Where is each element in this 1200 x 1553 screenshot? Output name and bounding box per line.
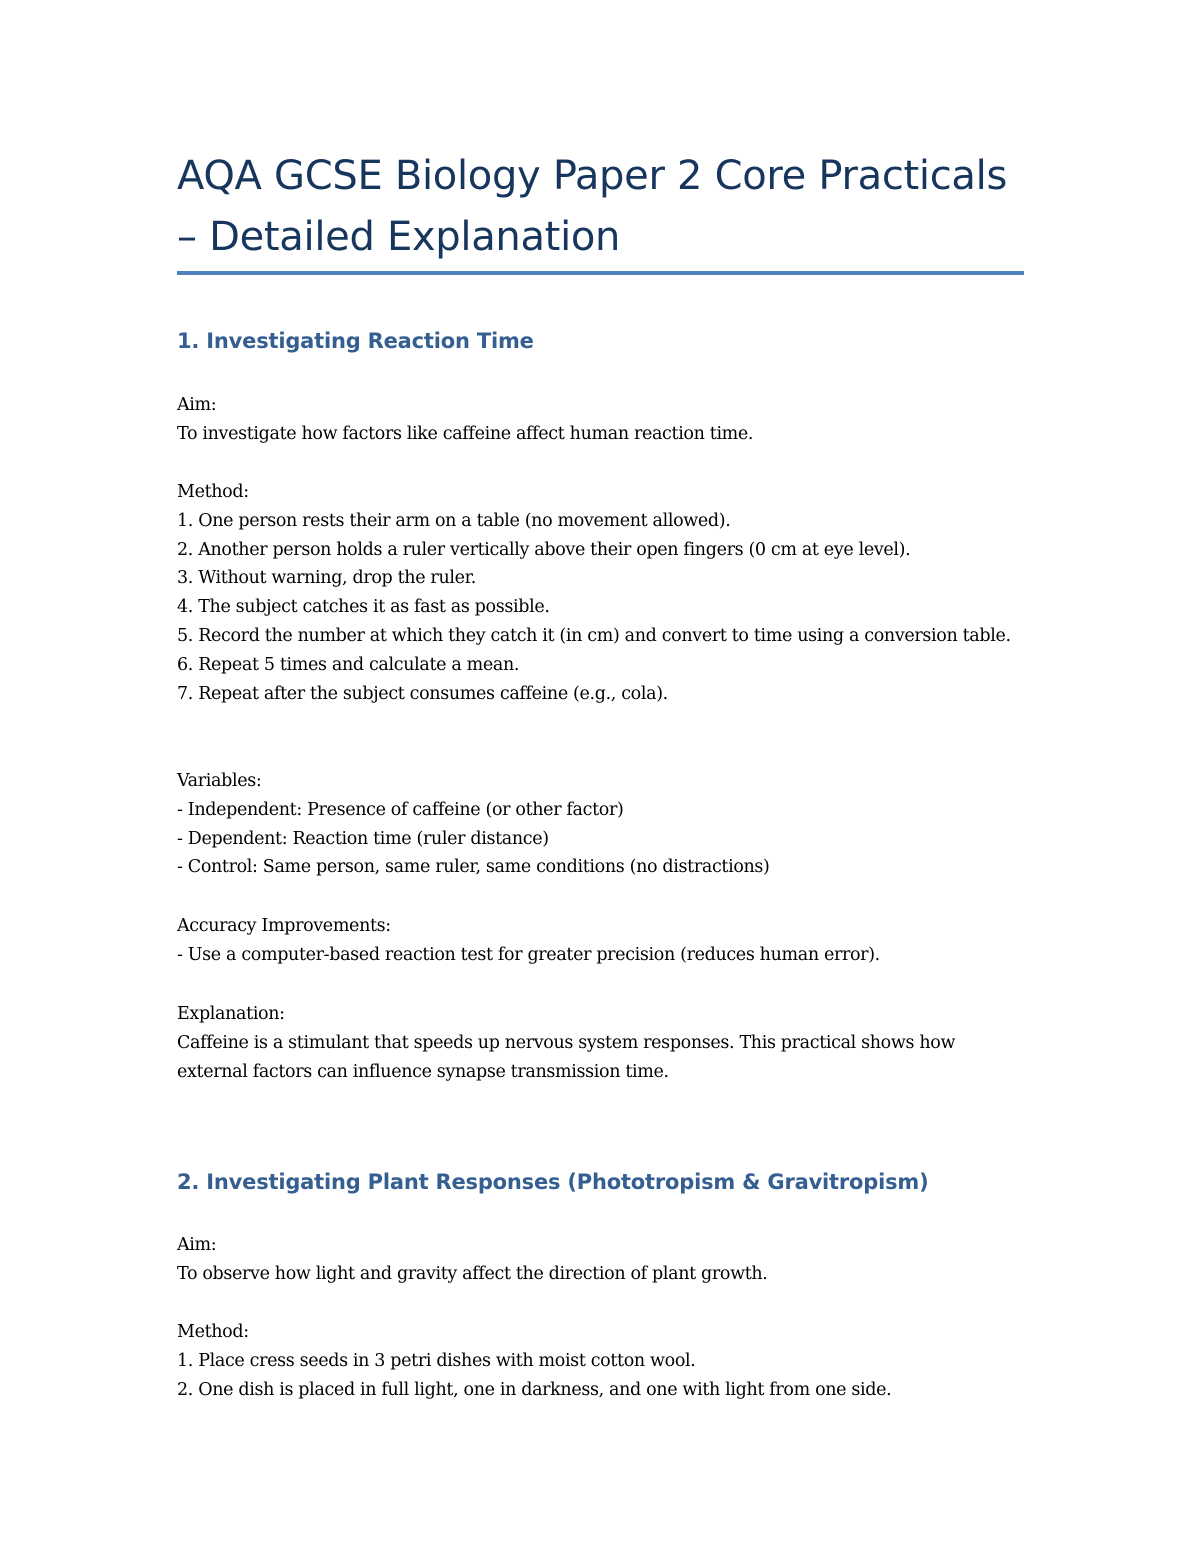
variable-item: - Control: Same person, same ruler, same conditions (no distractions) (177, 857, 770, 878)
method-label: Method: (177, 482, 249, 502)
aim-text: To investigate how factors like caffeine affect human reaction time. (177, 423, 754, 444)
aim-label: Aim: (177, 395, 217, 415)
explanation-text: Caffeine is a stimulant that speeds up nervous system responses. This practical shows how external factors can influence synapse transmission time. (177, 1032, 956, 1082)
explanation-label: Explanation: (177, 1004, 285, 1024)
method-block (177, 478, 1027, 708)
method-block (177, 1318, 1027, 1404)
explanation-block (177, 1000, 1027, 1086)
aim-block (177, 391, 1027, 449)
method-step: 1. Place cress seeds in 3 petri dishes with moist cotton wool. (177, 1350, 696, 1371)
method-step: 2. One dish is placed in full light, one in darkness, and one with light from one side. (177, 1379, 892, 1400)
aim-label: Aim: (177, 1235, 217, 1255)
method-step: 4. The subject catches it as fast as possible. (177, 597, 550, 618)
method-step: 2. Another person holds a ruler vertically above their open fingers (0 cm at eye level). (177, 539, 911, 560)
section-heading-reaction-time: 1. Investigating Reaction Time (177, 329, 534, 353)
method-step: 5. Record the number at which they catch it (in cm) and convert to time using a conversion table. (177, 625, 1011, 646)
title-underline (177, 271, 1024, 275)
method-step: 7. Repeat after the subject consumes caffeine (e.g., cola). (177, 683, 668, 704)
variable-item: - Independent: Presence of caffeine (or other factor) (177, 799, 624, 820)
method-step: 3. Without warning, drop the ruler. (177, 568, 476, 589)
accuracy-item: - Use a computer-based reaction test for greater precision (reduces human error). (177, 944, 880, 965)
method-step: 6. Repeat 5 times and calculate a mean. (177, 654, 520, 675)
method-label: Method: (177, 1322, 249, 1342)
document-title: AQA GCSE Biology Paper 2 Core Practicals – Detailed Explanation (177, 153, 1007, 260)
variable-item: - Dependent: Reaction time (ruler distance) (177, 828, 549, 849)
aim-block (177, 1231, 1027, 1289)
method-step: 1. One person rests their arm on a table (no movement allowed). (177, 510, 731, 531)
section-heading-plant-responses: 2. Investigating Plant Responses (Phototropism & Gravitropism) (177, 1170, 929, 1194)
accuracy-label: Accuracy Improvements: (177, 916, 391, 936)
variables-block (177, 767, 1027, 882)
variables-label: Variables: (177, 771, 262, 791)
aim-text: To observe how light and gravity affect the direction of plant growth. (177, 1263, 768, 1284)
accuracy-block (177, 912, 1027, 970)
